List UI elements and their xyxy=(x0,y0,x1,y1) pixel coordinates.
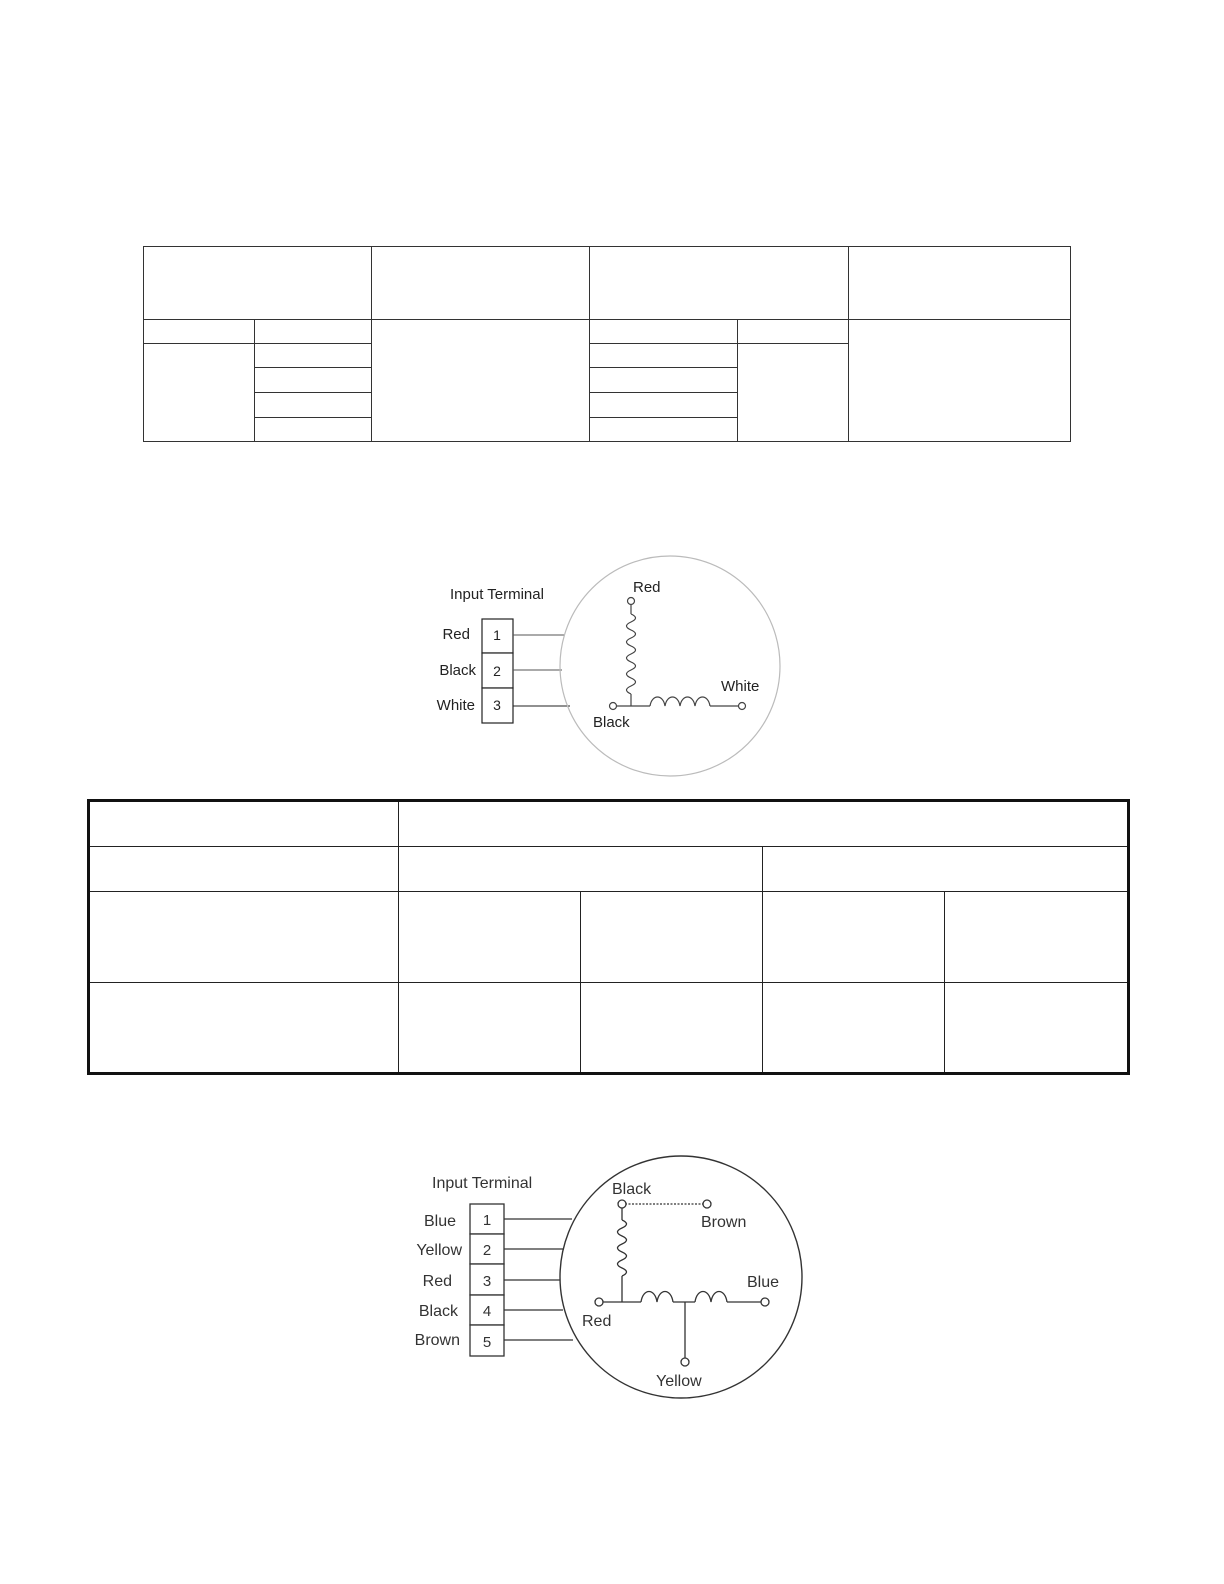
table1-cell xyxy=(144,344,255,442)
table1-cell xyxy=(255,320,372,344)
terminal-number: 3 xyxy=(493,697,501,713)
table2-cell xyxy=(89,847,399,892)
terminal-number: 2 xyxy=(482,1242,492,1259)
wire-label: Red xyxy=(442,626,470,643)
motor-lead-label: Red xyxy=(582,1313,612,1330)
wiring-diagram-5wire xyxy=(400,1150,810,1405)
table2-cell xyxy=(399,983,581,1074)
wire-label: Black xyxy=(418,1303,458,1320)
wire-label: Blue xyxy=(423,1213,456,1230)
table2-cell xyxy=(399,847,763,892)
table2-cell xyxy=(763,892,945,983)
terminal-number: 3 xyxy=(482,1273,492,1290)
motor-lead-label: Yellow xyxy=(656,1373,702,1390)
wire-label: Black xyxy=(439,662,476,679)
wire-label: Yellow xyxy=(416,1242,462,1259)
motor-lead-label: Black xyxy=(593,714,630,731)
table1-header-cell xyxy=(590,247,849,320)
table1-cell xyxy=(849,320,1071,442)
terminal-number: 1 xyxy=(493,627,501,643)
table1-cell xyxy=(255,418,372,442)
motor-circle xyxy=(560,556,780,776)
table1-cell xyxy=(590,320,738,344)
table1-cell xyxy=(590,418,738,442)
wire-label: Red xyxy=(422,1273,452,1290)
table1-header-cell xyxy=(849,247,1071,320)
table1-cell xyxy=(255,344,372,368)
motor-lead-label: Red xyxy=(633,579,661,596)
table1-cell xyxy=(144,320,255,344)
spec-table-2 xyxy=(87,799,1130,1075)
table1-cell xyxy=(255,393,372,418)
table2-cell xyxy=(763,847,1129,892)
table2-cell xyxy=(399,801,1129,847)
input-terminal-title: Input Terminal xyxy=(432,1175,533,1192)
table1-cell xyxy=(590,344,738,368)
motor-lead-label: White xyxy=(721,678,760,695)
table2-cell xyxy=(945,983,1129,1074)
table2-cell xyxy=(581,892,763,983)
terminal-number: 5 xyxy=(482,1334,492,1351)
terminal-number: 4 xyxy=(482,1303,492,1320)
motor-lead-label: Brown xyxy=(701,1214,747,1231)
spec-table-1 xyxy=(143,246,1071,442)
terminal-number: 2 xyxy=(493,663,501,679)
table2-cell xyxy=(89,983,399,1074)
table2-cell xyxy=(581,983,763,1074)
table2-cell xyxy=(89,801,399,847)
wiring-diagram-3wire xyxy=(420,550,800,785)
input-terminal-title: Input Terminal xyxy=(450,586,544,603)
table1-header-cell xyxy=(372,247,590,320)
wire-label: Brown xyxy=(414,1332,460,1349)
table1-header-cell xyxy=(144,247,372,320)
table1-cell xyxy=(255,368,372,393)
motor-lead-label: Black xyxy=(612,1181,652,1198)
table1-cell xyxy=(738,320,849,344)
table1-cell xyxy=(590,393,738,418)
terminal-number: 1 xyxy=(482,1212,492,1229)
table1-cell xyxy=(738,344,849,442)
table1-cell xyxy=(590,368,738,393)
table2-cell xyxy=(399,892,581,983)
table1-cell xyxy=(372,320,590,442)
wire-label: White xyxy=(436,697,475,714)
table2-cell xyxy=(763,983,945,1074)
table2-cell xyxy=(89,892,399,983)
table2-cell xyxy=(945,892,1129,983)
lead-wires xyxy=(504,1219,573,1340)
motor-lead-label: Blue xyxy=(747,1274,780,1291)
